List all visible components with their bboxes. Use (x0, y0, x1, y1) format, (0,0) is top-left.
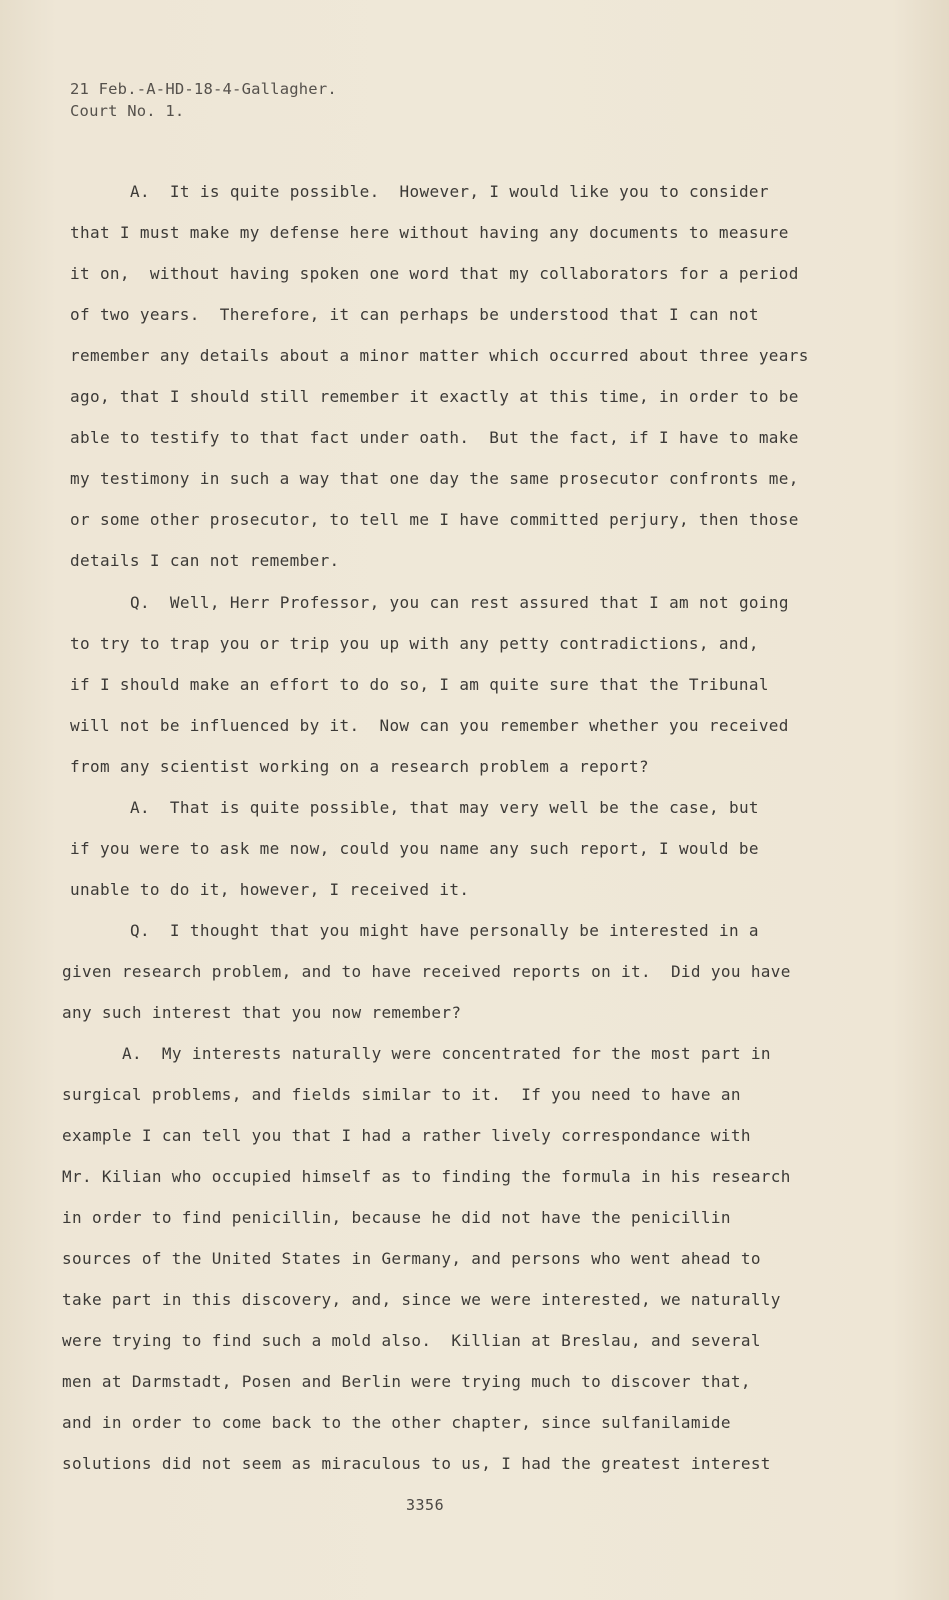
transcript-line: A. That is quite possible, that may very well be the case, but (130, 798, 759, 817)
transcript-line: unable to do it, however, I received it. (70, 880, 470, 899)
transcript-line: that I must make my defense here without having any documents to measure (70, 223, 789, 242)
transcript-line: if I should make an effort to do so, I am quite sure that the Tribunal (70, 675, 769, 694)
transcript-line: Q. Well, Herr Professor, you can rest assured that I am not going (130, 593, 789, 612)
transcript-line: it on, without having spoken one word that my collaborators for a period (70, 264, 799, 283)
transcript-line: in order to find penicillin, because he did not have the penicillin (62, 1208, 731, 1227)
transcript-line: and in order to come back to the other chapter, since sulfanilamide (62, 1413, 731, 1432)
transcript-line: of two years. Therefore, it can perhaps be understood that I can not (70, 305, 759, 324)
transcript-line: from any scientist working on a research problem a report? (70, 757, 650, 776)
page-number: 3356 (406, 1496, 445, 1514)
transcript-line: details I can not remember. (70, 551, 340, 570)
transcript-line: A. It is quite possible. However, I would like you to consider (130, 182, 769, 201)
transcript-line: surgical problems, and fields similar to it. If you need to have an (62, 1085, 741, 1104)
transcript-line: A. My interests naturally were concentrated for the most part in (122, 1044, 771, 1063)
transcript-line: take part in this discovery, and, since we were interested, we naturally (62, 1290, 781, 1309)
transcript-line: solutions did not seem as miraculous to us, I had the greatest interest (62, 1454, 771, 1473)
transcript-line: Q. I thought that you might have personally be interested in a (130, 921, 759, 940)
transcript-line: were trying to find such a mold also. Killian at Breslau, and several (62, 1331, 761, 1350)
transcript-line: men at Darmstadt, Posen and Berlin were trying much to discover that, (62, 1372, 751, 1391)
transcript-line: example I can tell you that I had a rather lively correspondance with (62, 1126, 751, 1145)
transcript-line: any such interest that you now remember? (62, 1003, 462, 1022)
transcript-line: or some other prosecutor, to tell me I have committed perjury, then those (70, 510, 799, 529)
transcript-line: to try to trap you or trip you up with any petty contradictions, and, (70, 634, 759, 653)
transcript-line: Mr. Kilian who occupied himself as to finding the formula in his research (62, 1167, 791, 1186)
transcript-line: able to testify to that fact under oath. But the fact, if I have to make (70, 428, 799, 447)
header-court-number: Court No. 1. (70, 102, 185, 120)
transcript-line: remember any details about a minor matter which occurred about three years (70, 346, 809, 365)
transcript-line: will not be influenced by it. Now can you remember whether you received (70, 716, 789, 735)
transcript-line: given research problem, and to have received reports on it. Did you have (62, 962, 791, 981)
transcript-line: ago, that I should still remember it exactly at this time, in order to be (70, 387, 799, 406)
transcript-line: sources of the United States in Germany, and persons who went ahead to (62, 1249, 761, 1268)
transcript-line: if you were to ask me now, could you name any such report, I would be (70, 839, 759, 858)
header-case-reference: 21 Feb.-A-HD-18-4-Gallagher. (70, 80, 337, 98)
transcript-line: my testimony in such a way that one day the same prosecutor confronts me, (70, 469, 799, 488)
